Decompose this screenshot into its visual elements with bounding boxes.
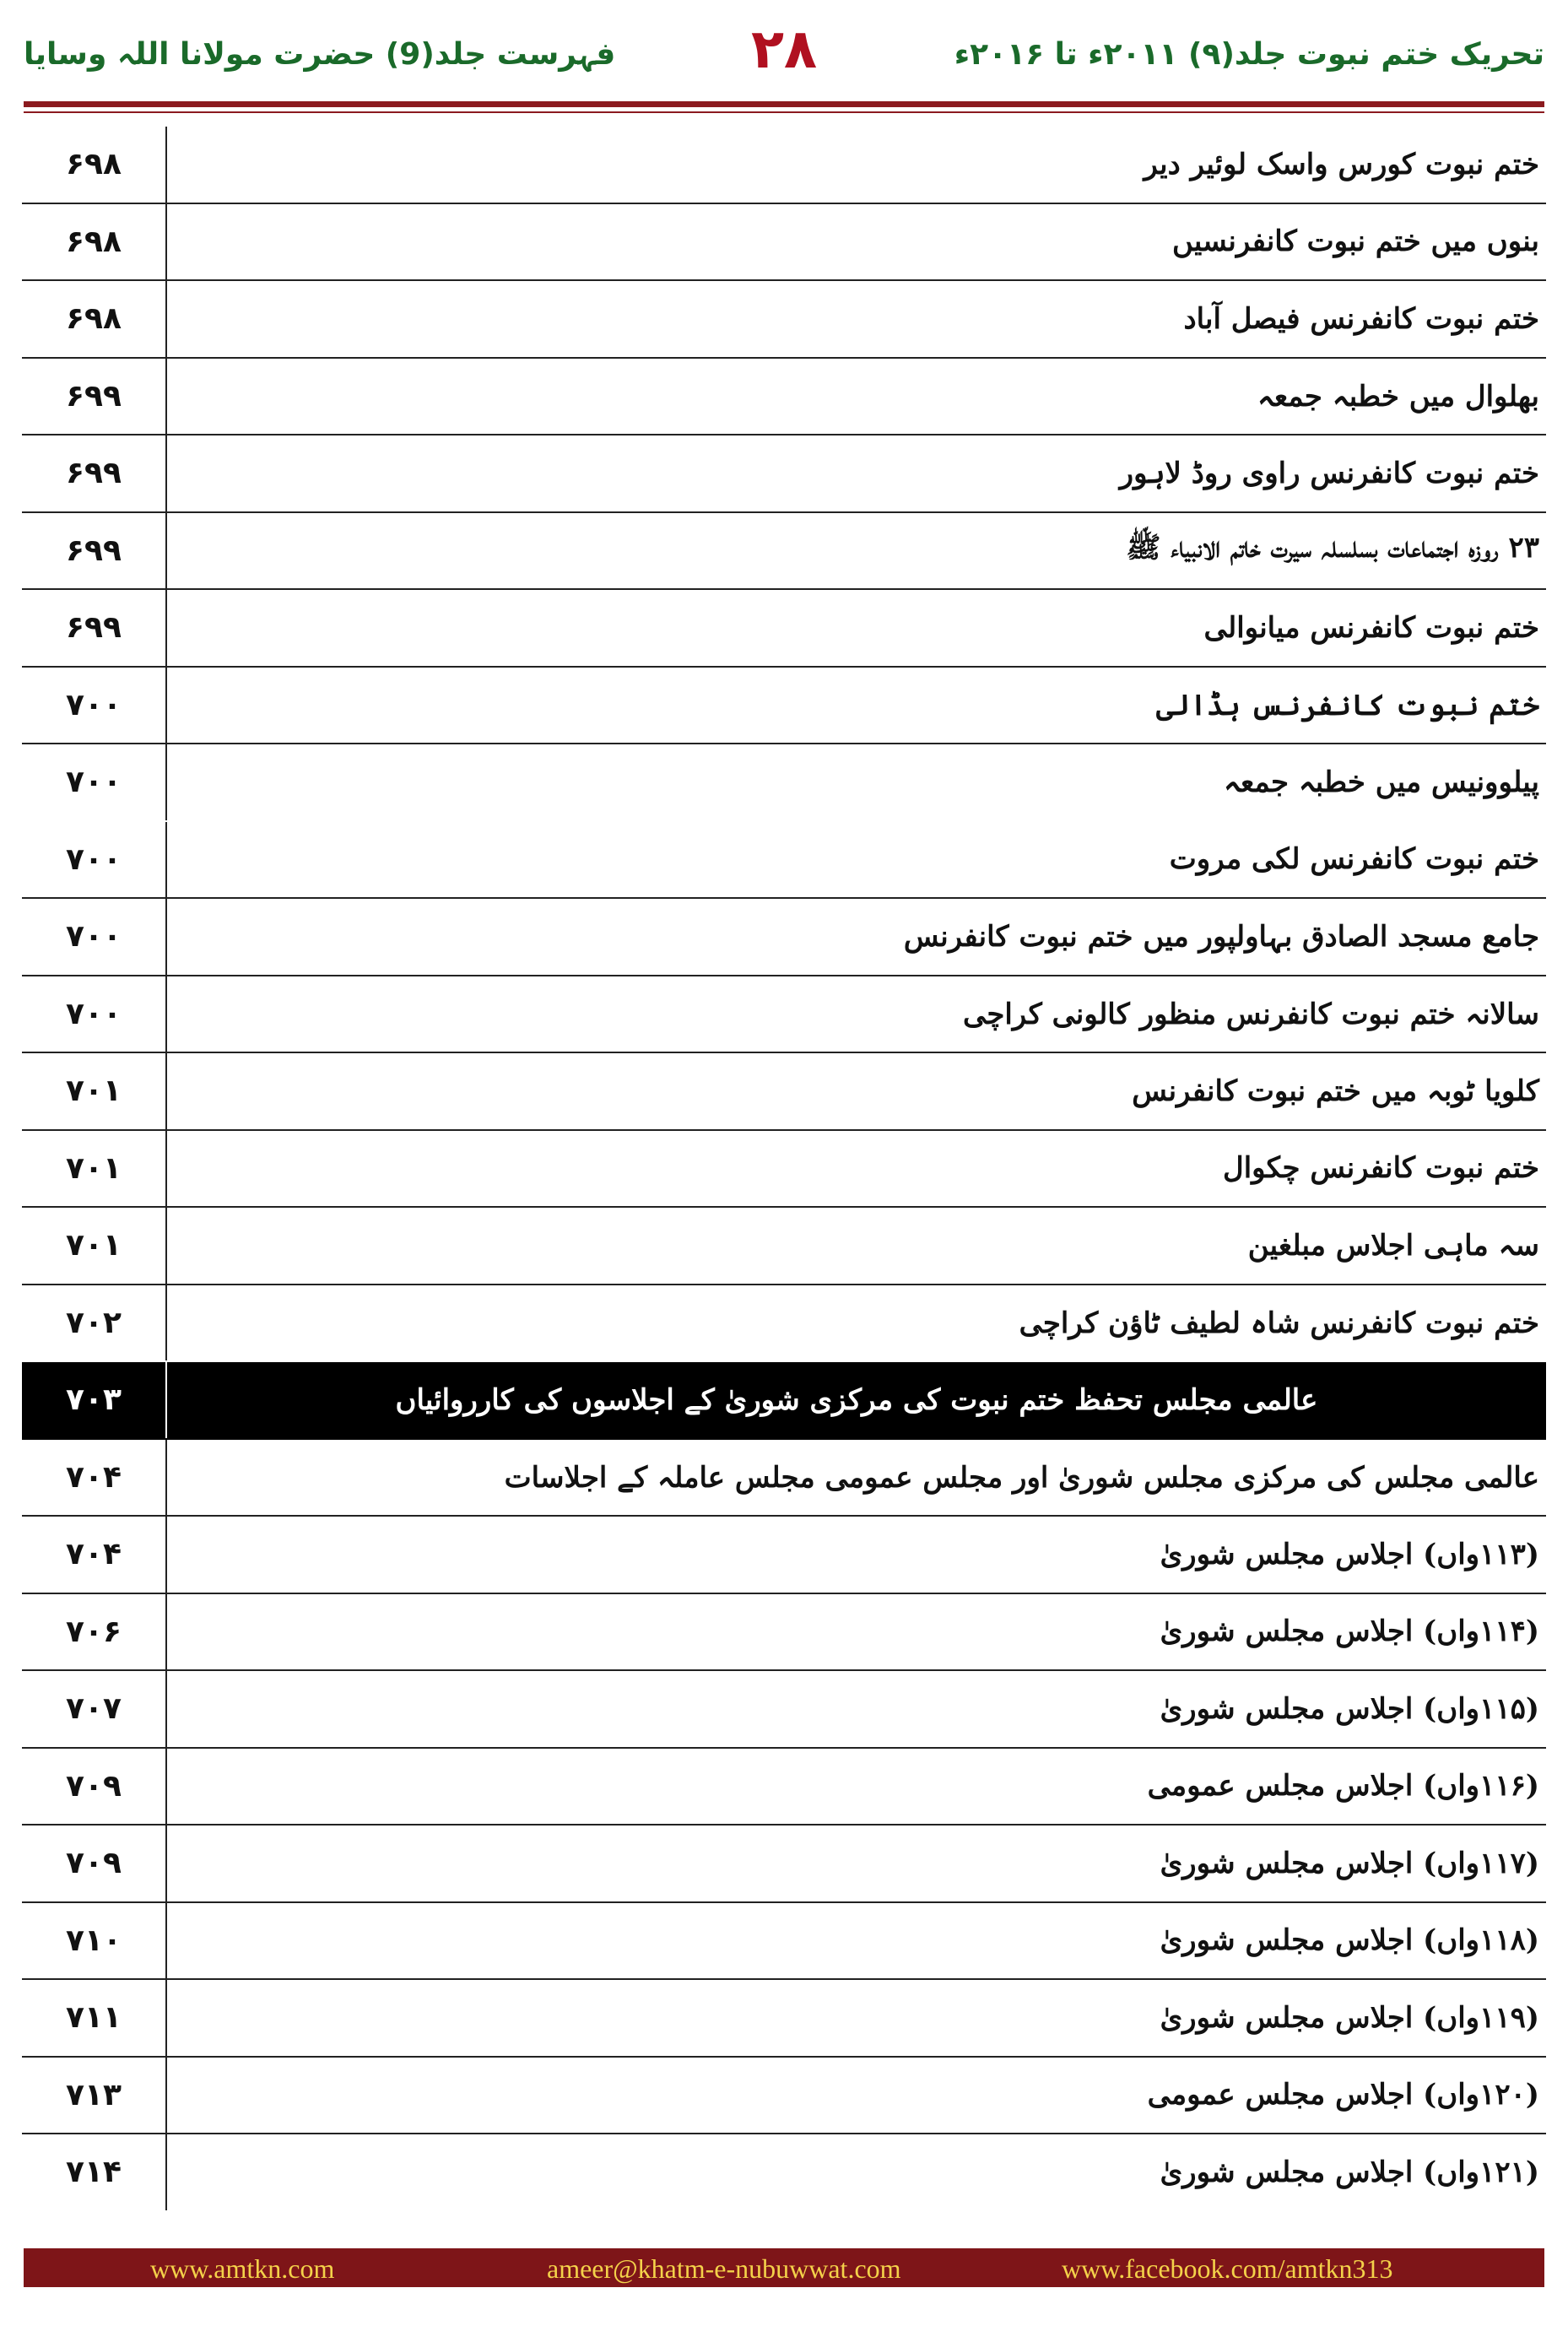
row-title: ختم نبوت کانفرنس فیصل آباد	[1183, 301, 1539, 336]
table-row	[22, 1208, 1546, 1285]
table-row	[22, 1131, 1546, 1209]
row-page: ۷۰۱	[22, 1208, 167, 1284]
row-page: ۶۹۹	[22, 359, 167, 435]
row-title: (۱۱۶واں) اجلاس مجلس عمومی	[1147, 1769, 1539, 1804]
table-row	[22, 2058, 1546, 2135]
table-row	[22, 281, 1546, 359]
table-row	[22, 1285, 1546, 1363]
contents-table	[22, 127, 1546, 2212]
row-page: ۷۰۷	[22, 1671, 167, 1747]
table-row	[22, 668, 1546, 745]
section-title: عالمی مجلس تحفظ ختم نبوت کی مرکزی شوریٰ کے اجلاسوں کی کارروائیاں	[395, 1383, 1318, 1418]
row-title: (۱۲۰واں) اجلاس مجلس عمومی	[1147, 2078, 1539, 2112]
header-volume-index: فہرست جلد(9) حضرت مولانا اللہ وسایا	[24, 37, 616, 72]
row-title: ختم نبوت کانفرنس شاہ لطیف ٹاؤن کراچی	[1019, 1306, 1539, 1340]
table-row	[22, 2134, 1546, 2212]
row-title: سالانہ ختم نبوت کانفرنس منظور کالونی کراچی	[963, 997, 1539, 1031]
row-page: ۷۰۲	[22, 1285, 167, 1361]
table-row	[22, 1903, 1546, 1981]
footer-facebook-link[interactable]: www.facebook.com/amtkn313	[1062, 2253, 1393, 2284]
footer-website-link[interactable]: www.amtkn.com	[150, 2253, 335, 2284]
table-row	[22, 204, 1546, 282]
table-row	[22, 1671, 1546, 1749]
row-page: ۶۹۹	[22, 435, 167, 511]
row-title: (۱۱۴واں) اجلاس مجلس شوریٰ	[1160, 1615, 1539, 1649]
table-row	[22, 1980, 1546, 2058]
table-row	[22, 744, 1546, 822]
page-footer	[24, 2248, 1544, 2287]
table-row	[22, 976, 1546, 1054]
row-title: (۱۱۷واں) اجلاس مجلس شوریٰ	[1160, 1846, 1539, 1880]
row-page: ۷۱۱	[22, 1980, 167, 2056]
header-book-title: تحریک ختم نبوت جلد(۹) ۲۰۱۱ء تا ۲۰۱۶ء	[954, 37, 1544, 72]
row-title: ختم نبوت کانفرنس لکی مروت	[1169, 842, 1539, 877]
row-page: ۷۰۴	[22, 1440, 167, 1516]
row-title: (۱۱۸واں) اجلاس مجلس شوریٰ	[1160, 1923, 1539, 1958]
row-title: پیلوونیس میں خطبہ جمعہ	[1224, 765, 1539, 800]
row-title: جامع مسجد الصادق بہاولپور میں ختم نبوت کانفرنس	[903, 920, 1539, 955]
row-page: ۷۱۴	[22, 2134, 167, 2210]
row-page: ۷۰۴	[22, 1517, 167, 1593]
row-page: ۶۹۹	[22, 590, 167, 666]
row-page: ۷۰۹	[22, 1825, 167, 1901]
row-page: ۷۰۰	[22, 744, 167, 820]
row-page: ۶۹۸	[22, 281, 167, 357]
table-row	[22, 1825, 1546, 1903]
row-title: (۱۱۳واں) اجلاس مجلس شوریٰ	[1160, 1537, 1539, 1571]
footer-email-link[interactable]: ameer@khatm-e-nubuwwat.com	[547, 2253, 901, 2284]
row-title: سہ ماہی اجلاس مبلغین	[1247, 1229, 1539, 1263]
table-row	[22, 590, 1546, 668]
section-page: ۷۰۳	[22, 1362, 167, 1438]
row-title: ختم نبوت کانفرنس ہڈالی	[1156, 688, 1539, 722]
row-title: ختم نبوت کانفرنس چکوال	[1223, 1151, 1539, 1186]
header-divider-thin	[24, 111, 1544, 113]
row-page: ۶۹۸	[22, 204, 167, 280]
row-page: ۷۱۳	[22, 2058, 167, 2134]
table-row	[22, 1594, 1546, 1672]
row-title: (۱۱۵واں) اجلاس مجلس شوریٰ	[1160, 1691, 1539, 1726]
table-row	[22, 1053, 1546, 1131]
row-title: بنوں میں ختم نبوت کانفرنسیں	[1171, 224, 1539, 259]
row-page: ۶۹۸	[22, 127, 167, 203]
row-page: ۷۰۰	[22, 899, 167, 975]
row-page: ۶۹۹	[22, 513, 167, 589]
section-heading-row	[22, 1362, 1546, 1440]
row-page: ۷۰۰	[22, 668, 167, 744]
row-page: ۷۰۹	[22, 1749, 167, 1825]
row-title: (۱۲۱واں) اجلاس مجلس شوریٰ	[1160, 2155, 1539, 2189]
row-title: بھلوال میں خطبہ جمعہ	[1257, 379, 1539, 414]
row-page: ۷۰۶	[22, 1594, 167, 1670]
table-row	[22, 1517, 1546, 1594]
table-row	[22, 513, 1546, 591]
table-row	[22, 1749, 1546, 1826]
row-title: کلویا ٹوبہ میں ختم نبوت کانفرنس	[1132, 1074, 1539, 1109]
row-page: ۷۰۰	[22, 822, 167, 898]
table-row	[22, 127, 1546, 204]
row-page: ۷۰۱	[22, 1053, 167, 1129]
row-title: ختم نبوت کانفرنس میانوالی	[1203, 610, 1539, 645]
row-page: ۷۰۰	[22, 976, 167, 1052]
row-title: (۱۱۹واں) اجلاس مجلس شوریٰ	[1160, 2000, 1539, 2035]
table-row	[22, 359, 1546, 436]
row-title: ختم نبوت کانفرنس راوی روڈ لاہور	[1119, 457, 1539, 491]
row-page: ۷۰۱	[22, 1131, 167, 1207]
row-title: ۲۳ روزہ اجتماعات بسلسلہ سیرت خاتم الانبیاء ﷺ	[1126, 530, 1539, 565]
table-row	[22, 1440, 1546, 1517]
row-title: ختم نبوت کورس واسک لوئیر دیر	[1144, 147, 1539, 181]
header-divider-thick	[24, 101, 1544, 107]
table-row	[22, 899, 1546, 976]
page-header	[0, 0, 1568, 101]
table-row	[22, 822, 1546, 900]
page-number: ۲۸	[750, 19, 818, 81]
table-row	[22, 435, 1546, 513]
row-page: ۷۱۰	[22, 1903, 167, 1979]
row-title: عالمی مجلس کی مرکزی مجلس شوریٰ اور مجلس عمومی مجلس عاملہ کے اجلاسات	[504, 1460, 1539, 1495]
